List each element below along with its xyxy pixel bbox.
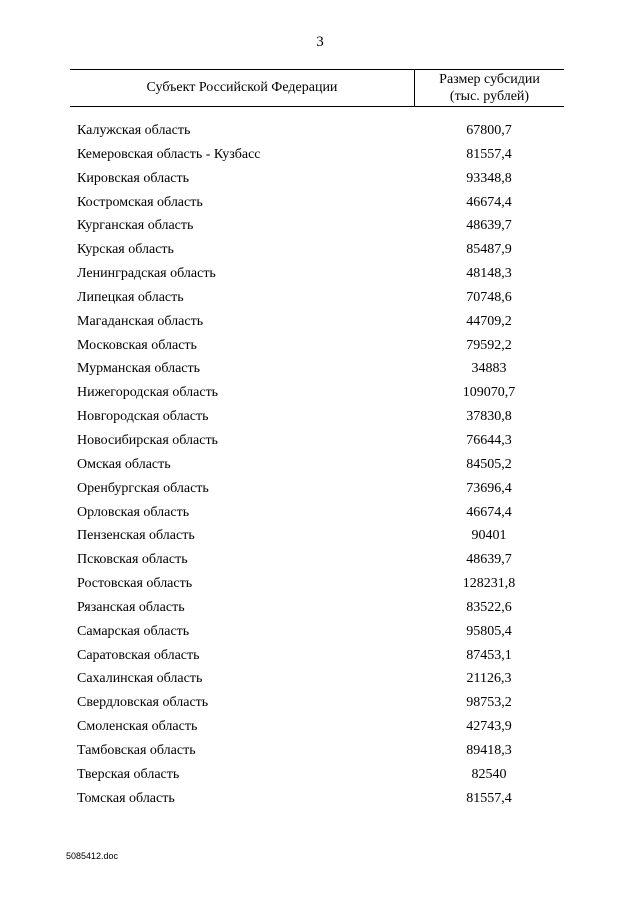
subsidy-amount: 76644,3 bbox=[466, 432, 512, 448]
subsidy-amount: 85487,9 bbox=[466, 242, 512, 258]
document-filename: 5085412.doc bbox=[66, 851, 119, 861]
subsidy-amount: 34883 bbox=[471, 361, 507, 377]
table-row bbox=[0, 454, 640, 478]
subsidy-amount: 90401 bbox=[471, 528, 507, 544]
region-name: Магаданская область bbox=[77, 313, 204, 329]
subsidy-amount: 73696,4 bbox=[466, 480, 512, 496]
subsidy-amount: 67800,7 bbox=[466, 123, 512, 138]
region-name: Рязанская область bbox=[77, 599, 185, 615]
region-name: Оренбургская область bbox=[77, 480, 209, 496]
table-row bbox=[0, 788, 640, 812]
table-row bbox=[0, 549, 640, 573]
subsidy-amount: 42743,9 bbox=[466, 719, 512, 735]
subsidy-amount: 83522,6 bbox=[466, 599, 512, 615]
table-row bbox=[0, 358, 640, 382]
region-name: Свердловская область bbox=[77, 695, 209, 711]
region-name: Саратовская область bbox=[77, 647, 200, 663]
region-name: Костромская область bbox=[77, 194, 203, 210]
table-row bbox=[0, 502, 640, 526]
header-amount-line1: Размер субсидии bbox=[439, 72, 540, 87]
table-row bbox=[0, 168, 640, 192]
table-row bbox=[0, 573, 640, 597]
subsidy-amount: 89418,3 bbox=[466, 742, 512, 758]
header-subject: Субъект Российской Федерации bbox=[70, 70, 415, 106]
subsidy-amount: 70748,6 bbox=[466, 289, 512, 305]
table-row bbox=[0, 382, 640, 406]
table-row bbox=[0, 192, 640, 216]
table-row bbox=[0, 144, 640, 168]
table-row bbox=[0, 525, 640, 549]
header-amount-line2: (тыс. рублей) bbox=[449, 89, 530, 104]
subsidy-amount: 95805,4 bbox=[466, 623, 512, 639]
subsidy-amount: 48639,7 bbox=[466, 552, 512, 568]
region-name: Тамбовская область bbox=[77, 742, 196, 758]
region-name: Самарская область bbox=[77, 623, 190, 639]
table-body bbox=[0, 120, 640, 811]
page-number: 3 bbox=[316, 34, 324, 50]
subsidy-amount: 48639,7 bbox=[466, 218, 512, 234]
subsidy-amount: 109070,7 bbox=[462, 385, 516, 401]
region-name: Нижегородская область bbox=[77, 385, 219, 401]
region-name: Пензенская область bbox=[77, 528, 195, 544]
subsidy-amount: 81557,4 bbox=[466, 790, 512, 806]
table-row bbox=[0, 120, 640, 144]
subsidy-amount: 84505,2 bbox=[466, 456, 512, 472]
table-row bbox=[0, 311, 640, 335]
region-name: Курганская область bbox=[77, 218, 194, 234]
table-row bbox=[0, 335, 640, 359]
table-row bbox=[0, 668, 640, 692]
region-name: Липецкая область bbox=[77, 289, 184, 305]
subsidy-amount: 81557,4 bbox=[466, 146, 512, 162]
table-row bbox=[0, 716, 640, 740]
region-name: Ростовская область bbox=[77, 576, 193, 592]
region-name: Кировская область bbox=[77, 170, 190, 186]
region-name: Курская область bbox=[77, 242, 174, 258]
region-name: Тверская область bbox=[77, 766, 180, 782]
table-row bbox=[0, 597, 640, 621]
region-name: Мурманская область bbox=[77, 361, 201, 377]
region-name: Смоленская область bbox=[77, 719, 198, 735]
table-row bbox=[0, 764, 640, 788]
subsidy-amount: 21126,3 bbox=[466, 671, 512, 687]
region-name: Новосибирская область bbox=[77, 432, 218, 448]
table-row bbox=[0, 239, 640, 263]
region-name: Сахалинская область bbox=[77, 671, 203, 687]
subsidy-amount: 98753,2 bbox=[466, 695, 512, 711]
table-row bbox=[0, 287, 640, 311]
table-row bbox=[0, 263, 640, 287]
table-row bbox=[0, 621, 640, 645]
region-name: Псковская область bbox=[77, 552, 188, 568]
subsidy-amount: 79592,2 bbox=[466, 337, 512, 353]
table-header bbox=[70, 69, 564, 107]
subsidy-amount: 48148,3 bbox=[466, 266, 512, 282]
subsidy-amount: 128231,8 bbox=[462, 576, 516, 592]
table-row bbox=[0, 215, 640, 239]
subsidy-amount: 46674,4 bbox=[466, 504, 512, 520]
subsidy-amount: 93348,8 bbox=[466, 170, 512, 186]
table-row bbox=[0, 406, 640, 430]
region-name: Орловская область bbox=[77, 504, 190, 520]
subsidy-amount: 44709,2 bbox=[466, 313, 512, 329]
region-name: Томская область bbox=[77, 790, 175, 806]
region-name: Омская область bbox=[77, 456, 171, 472]
region-name: Московская область bbox=[77, 337, 197, 353]
table-row bbox=[0, 645, 640, 669]
table-row bbox=[0, 740, 640, 764]
subsidy-amount: 37830,8 bbox=[466, 409, 512, 425]
region-name: Кемеровская область - Кузбасс bbox=[77, 146, 261, 162]
region-name: Калужская область bbox=[77, 123, 191, 138]
subsidy-amount: 87453,1 bbox=[466, 647, 512, 663]
table-row bbox=[0, 478, 640, 502]
table-row bbox=[0, 430, 640, 454]
region-name: Ленинградская область bbox=[77, 266, 216, 282]
region-name: Новгородская область bbox=[77, 409, 209, 425]
subsidy-amount: 46674,4 bbox=[466, 194, 512, 210]
table-row bbox=[0, 692, 640, 716]
header-amount bbox=[415, 70, 564, 106]
subsidy-amount: 82540 bbox=[471, 766, 507, 782]
